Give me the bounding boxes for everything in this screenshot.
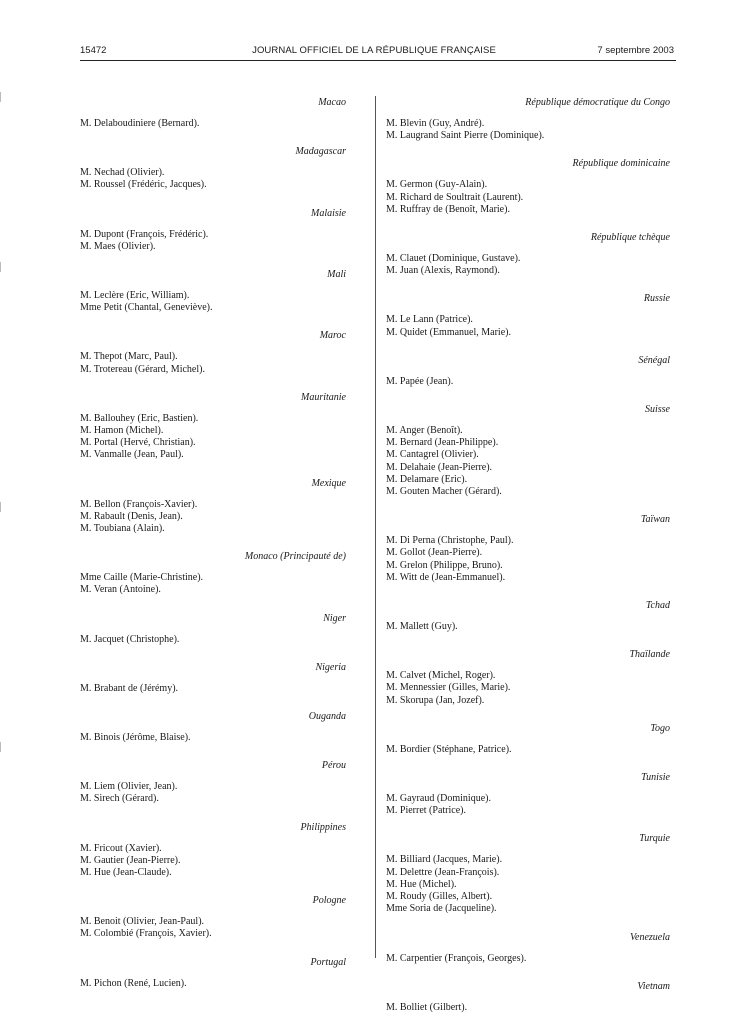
margin-mark (0, 262, 1, 272)
person-entry: M. Bolliet (Gilbert). (386, 1001, 468, 1013)
person-list (80, 167, 372, 191)
country-section (386, 722, 676, 756)
person-list (80, 351, 372, 375)
person-list (386, 425, 676, 498)
person-entry: M. Papée (Jean). (386, 375, 454, 387)
person-entry: M. Benoit (Olivier, Jean-Paul). (80, 916, 205, 928)
person-list (80, 229, 372, 253)
person-entry: M. Roussel (Frédéric, Jacques). (80, 179, 207, 191)
country-section (386, 231, 676, 277)
country-heading: Madagascar (295, 146, 346, 158)
person-entry: M. Portal (Hervé, Christian). (80, 437, 196, 449)
country-section (386, 354, 676, 388)
country-section (386, 771, 676, 817)
person-entry: M. Pierret (Patrice). (386, 805, 466, 817)
person-entry: M. Liem (Olivier, Jean). (80, 781, 178, 793)
person-entry: M. Vanmalle (Jean, Paul). (80, 449, 184, 461)
country-section (80, 710, 372, 744)
person-entry: Mme Soria de (Jacqueline). (386, 903, 497, 915)
person-entry: M. Juan (Alexis, Raymond). (386, 265, 500, 277)
person-entry: M. Clauet (Dominique, Gustave). (386, 253, 521, 265)
country-heading: Macao (318, 97, 346, 108)
person-list (80, 290, 372, 314)
person-entry: M. Jacquet (Christophe). (80, 633, 180, 645)
country-heading: Suisse (645, 404, 670, 416)
country-heading: Pologne (312, 895, 346, 907)
person-entry: M. Brabant de (Jérémy). (80, 682, 179, 694)
country-section (386, 648, 676, 707)
column-divider (375, 96, 376, 958)
country-heading: Mexique (311, 477, 346, 489)
margin-mark (0, 502, 1, 512)
country-heading: Ouganda (308, 711, 346, 723)
person-entry: M. Blevin (Guy, André). (386, 118, 485, 129)
country-section (80, 268, 372, 314)
person-list (80, 499, 372, 536)
person-entry: M. Fricout (Xavier). (80, 842, 162, 854)
page-header (0, 45, 748, 59)
person-entry: M. Pichon (René, Lucien). (80, 977, 187, 989)
person-entry: M. Nechad (Olivier). (80, 167, 165, 179)
person-list (386, 535, 676, 584)
person-entry: M. Mennessier (Gilles, Marie). (386, 682, 511, 694)
country-section (386, 832, 676, 915)
country-heading: Russie (643, 293, 670, 305)
person-entry: M. Bordier (Stéphane, Patrice). (386, 743, 512, 755)
person-list (80, 118, 372, 130)
person-entry: M. Roudy (Gilles, Albert). (386, 891, 493, 903)
issue-date: 7 septembre 2003 (597, 45, 674, 56)
person-entry: Mme Caille (Marie-Christine). (80, 572, 204, 584)
country-heading: Maroc (319, 330, 346, 342)
country-section (386, 403, 676, 498)
person-list (80, 413, 372, 462)
country-heading: Niger (323, 612, 346, 624)
country-section (80, 207, 372, 253)
country-heading: Turquie (639, 833, 670, 845)
person-entry: M. Billiard (Jacques, Marie). (386, 854, 503, 866)
country-section (80, 661, 372, 695)
country-section (80, 759, 372, 805)
person-entry: M. Le Lann (Patrice). (386, 314, 473, 326)
person-entry: M. Leclère (Eric, William). (80, 290, 190, 302)
person-entry: M. Bernard (Jean-Philippe). (386, 437, 499, 449)
country-section (386, 980, 676, 1014)
person-entry: M. Veran (Antoine). (80, 584, 161, 596)
person-list (386, 314, 676, 338)
person-entry: Mme Petit (Chantal, Geneviève). (80, 302, 213, 314)
margin-mark (0, 92, 1, 102)
person-entry: M. Sirech (Gérard). (80, 793, 159, 805)
country-section (80, 821, 372, 880)
person-entry: M. Hue (Jean-Claude). (80, 867, 172, 879)
journal-title: JOURNAL OFFICIEL DE LA RÉPUBLIQUE FRANÇAISE (252, 45, 496, 56)
country-heading: Sénégal (638, 354, 670, 366)
person-list (386, 179, 676, 216)
person-entry: M. Hamon (Michel). (80, 425, 164, 437)
person-list (80, 732, 372, 744)
country-heading: Monaco (Principauté de) (244, 551, 346, 563)
country-section (80, 956, 372, 990)
person-list (80, 781, 372, 805)
person-entry: M. Delamare (Eric). (386, 473, 468, 485)
person-entry: M. Gayraud (Dominique). (386, 793, 491, 805)
person-list (80, 843, 372, 880)
country-heading: Nigeria (315, 661, 346, 673)
person-entry: M. Trotereau (Gérard, Michel). (80, 363, 205, 375)
left-column (80, 96, 372, 1005)
person-entry: M. Ballouhey (Eric, Bastien). (80, 412, 199, 424)
person-entry: M. Colombié (François, Xavier). (80, 928, 212, 940)
person-list (80, 683, 372, 695)
country-heading: Philippines (300, 821, 346, 833)
country-heading: Mali (327, 269, 346, 281)
margin-mark (0, 742, 1, 752)
right-column (386, 96, 676, 1029)
country-section (386, 157, 676, 216)
page-number: 15472 (80, 45, 107, 56)
country-section (80, 894, 372, 940)
country-heading: Portugal (310, 956, 346, 968)
person-entry: M. Ruffray de (Benoît, Marie). (386, 203, 510, 215)
person-entry: M. Delettre (Jean-François). (386, 866, 500, 878)
country-section (386, 292, 676, 338)
person-entry: M. Gautier (Jean-Pierre). (80, 854, 181, 866)
person-entry: M. Dupont (François, Frédéric). (80, 228, 209, 240)
person-entry: M. Carpentier (François, Georges). (386, 952, 527, 964)
country-section (80, 145, 372, 191)
person-entry: M. Delahaie (Jean-Pierre). (386, 461, 493, 473)
person-list (386, 793, 676, 817)
person-list (80, 572, 372, 596)
person-entry: M. Delaboudiniere (Bernard). (80, 118, 200, 129)
person-list (80, 916, 372, 940)
person-entry: M. Calvet (Michel, Roger). (386, 670, 496, 682)
country-heading: Togo (650, 722, 670, 734)
person-list (386, 670, 676, 707)
country-heading: Tchad (645, 600, 670, 612)
person-entry: M. Witt de (Jean-Emmanuel). (386, 571, 506, 583)
person-entry: M. Grelon (Philippe, Bruno). (386, 559, 503, 571)
country-section (386, 96, 676, 142)
header-rule (80, 60, 676, 61)
person-entry: M. Germon (Guy-Alain). (386, 179, 488, 191)
country-heading: Pérou (321, 760, 346, 772)
person-list (386, 953, 676, 965)
country-section (80, 550, 372, 596)
country-heading: République dominicaine (572, 158, 670, 170)
person-list (80, 634, 372, 646)
person-entry: M. Gollot (Jean-Pierre). (386, 547, 483, 559)
person-entry: M. Mallett (Guy). (386, 621, 458, 633)
country-heading: Vietnam (637, 980, 670, 992)
country-section (80, 477, 372, 536)
country-heading: Venezuela (630, 931, 670, 943)
country-heading: République tchèque (590, 232, 670, 244)
person-list (386, 621, 676, 633)
country-heading: République démocratique du Congo (525, 97, 670, 108)
country-section (80, 612, 372, 646)
person-entry: M. Richard de Soultrait (Laurent). (386, 191, 524, 203)
country-section (386, 599, 676, 633)
person-list (80, 978, 372, 990)
person-entry: M. Thepot (Marc, Paul). (80, 351, 178, 363)
person-list (386, 376, 676, 388)
person-entry: M. Binois (Jérôme, Blaise). (80, 732, 191, 744)
country-heading: Malaisie (311, 207, 346, 219)
person-entry: M. Toubiana (Alain). (80, 523, 165, 535)
country-section (80, 329, 372, 375)
person-entry: M. Skorupa (Jan, Jozef). (386, 694, 485, 706)
person-entry: M. Bellon (François-Xavier). (80, 498, 198, 510)
person-entry: M. Quidet (Emmanuel, Marie). (386, 326, 511, 338)
person-list (386, 744, 676, 756)
country-section (80, 96, 372, 130)
country-heading: Thaïlande (629, 649, 670, 661)
person-entry: M. Maes (Olivier). (80, 240, 156, 252)
person-entry: M. Di Perna (Christophe, Paul). (386, 535, 514, 547)
person-entry: M. Laugrand Saint Pierre (Dominique). (386, 130, 545, 142)
person-entry: M. Anger (Benoît). (386, 425, 463, 437)
person-list (386, 118, 676, 142)
person-entry: M. Gouten Macher (Gérard). (386, 486, 502, 498)
person-entry: M. Rabault (Denis, Jean). (80, 510, 183, 522)
person-list (386, 253, 676, 277)
country-section (386, 513, 676, 584)
country-heading: Tunisie (641, 772, 670, 784)
country-section (80, 391, 372, 462)
person-list (386, 854, 676, 915)
person-entry: M. Cantagrel (Olivier). (386, 449, 479, 461)
country-heading: Mauritanie (301, 391, 346, 403)
country-heading: Taïwan (640, 514, 670, 526)
country-section (386, 931, 676, 965)
person-list (386, 1002, 676, 1014)
person-entry: M. Hue (Michel). (386, 878, 457, 890)
